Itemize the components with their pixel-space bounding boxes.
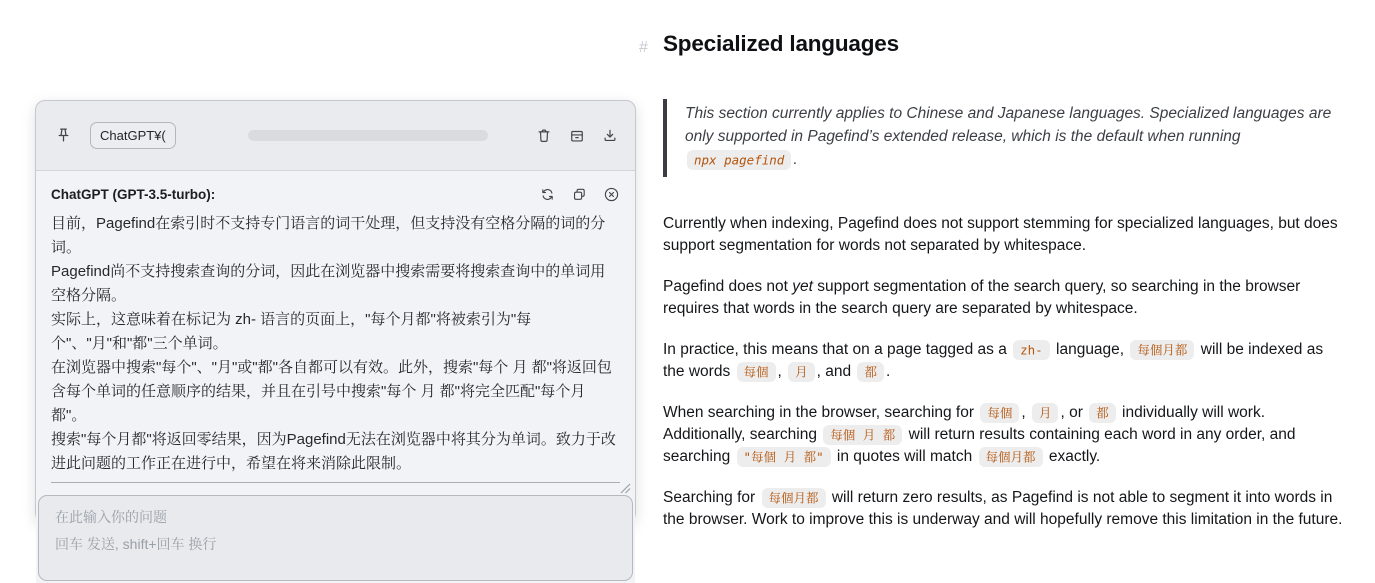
delete-button[interactable] bbox=[535, 127, 553, 145]
pin-icon bbox=[54, 126, 73, 145]
archive-icon bbox=[568, 127, 586, 145]
chat-input-hint: 回车 发送, shift+回车 换行 bbox=[55, 536, 217, 553]
copy-icon bbox=[571, 186, 588, 203]
message-line: 实际上，这意味着在标记为 zh- 语言的页面上，"每个月都"将被索引为"每个"、"月"和"都"三个单词。 bbox=[51, 311, 532, 352]
download-icon bbox=[601, 127, 619, 145]
close-circle-icon bbox=[603, 186, 620, 203]
download-button[interactable] bbox=[601, 127, 619, 145]
message-line: 目前，Pagefind在索引时不支持专门语言的词干处理，但支持没有空格分隔的词的分词。 bbox=[51, 215, 606, 256]
chat-input[interactable] bbox=[38, 495, 633, 581]
chat-widget bbox=[35, 100, 636, 553]
doc-paragraph: When searching in the browser, searching for 每個 , 月 , or 都 individually will work. Additionally, searching 每個 月 都 will return results containing each word in any order, and searching "每個 月 都" in quotes will match 每個月都 exactly. bbox=[663, 404, 1296, 465]
chat-input-placeholder: 在此输入你的问题 bbox=[55, 509, 167, 525]
message-line: 在浏览器中搜索"每个"、"月"或"都"各自都可以有效。此外，搜索"每个 月 都"将返回包含每个单词的任意顺序的结果，并且在引号中搜索"每个 月 都"将完全匹配"每个月都"。 bbox=[51, 359, 612, 424]
chat-message bbox=[51, 186, 620, 483]
pin-button[interactable] bbox=[54, 126, 73, 145]
drag-handle-bar[interactable] bbox=[248, 130, 488, 141]
doc-paragraph: Searching for 每個月都 will return zero results, as Pagefind is not able to segment it into words in the browser. Work to improve this is underway and will hopefully remove this limitation in the future. bbox=[663, 489, 1343, 528]
archive-button[interactable] bbox=[568, 127, 586, 145]
heading-anchor-link[interactable]: # bbox=[639, 39, 648, 56]
doc-content bbox=[639, 30, 1347, 531]
doc-paragraph: Currently when indexing, Pagefind does not support stemming for specialized languages, but does support segmentation for words not separated by whitespace. bbox=[663, 215, 1338, 254]
message-line: Pagefind尚不支持搜索查询的分词，因此在浏览器中搜索需要将搜索查询中的单词用空格分隔。 bbox=[51, 263, 606, 304]
copy-button[interactable] bbox=[571, 186, 588, 203]
close-button[interactable] bbox=[603, 186, 620, 203]
note-blockquote: This section currently applies to Chinese and Japanese languages. Specialized languages are only supported in Pagefind’s extended release, which is the default when running npx pagefind . bbox=[663, 99, 1347, 177]
chat-body bbox=[36, 171, 635, 583]
message-text bbox=[51, 212, 620, 476]
message-line: 搜索"每个月都"将返回零结果，因为Pagefind无法在浏览器中将其分为单词。致力于改进此问题的工作正在进行中，希望在将来消除此限制。 bbox=[51, 431, 616, 472]
page-title-text: Specialized languages bbox=[663, 31, 899, 56]
page-title bbox=[639, 30, 1347, 57]
resize-grip-icon[interactable] bbox=[619, 481, 631, 493]
regenerate-button[interactable] bbox=[539, 186, 556, 203]
refresh-icon bbox=[539, 186, 556, 203]
message-author: ChatGPT (GPT-3.5-turbo): bbox=[51, 187, 216, 202]
doc-paragraph: Pagefind does not yet support segmentation of the search query, so searching in the browser requires that words in the search query are separated by whitespace. bbox=[663, 278, 1301, 317]
doc-paragraph: In practice, this means that on a page tagged as a zh- language, 每個月都 will be indexed as the words 每個 , 月 , and 都 . bbox=[663, 341, 1324, 380]
trash-icon bbox=[535, 127, 553, 145]
chat-widget-header bbox=[36, 101, 635, 171]
model-selector-button[interactable]: ChatGPT¥( bbox=[90, 122, 176, 149]
